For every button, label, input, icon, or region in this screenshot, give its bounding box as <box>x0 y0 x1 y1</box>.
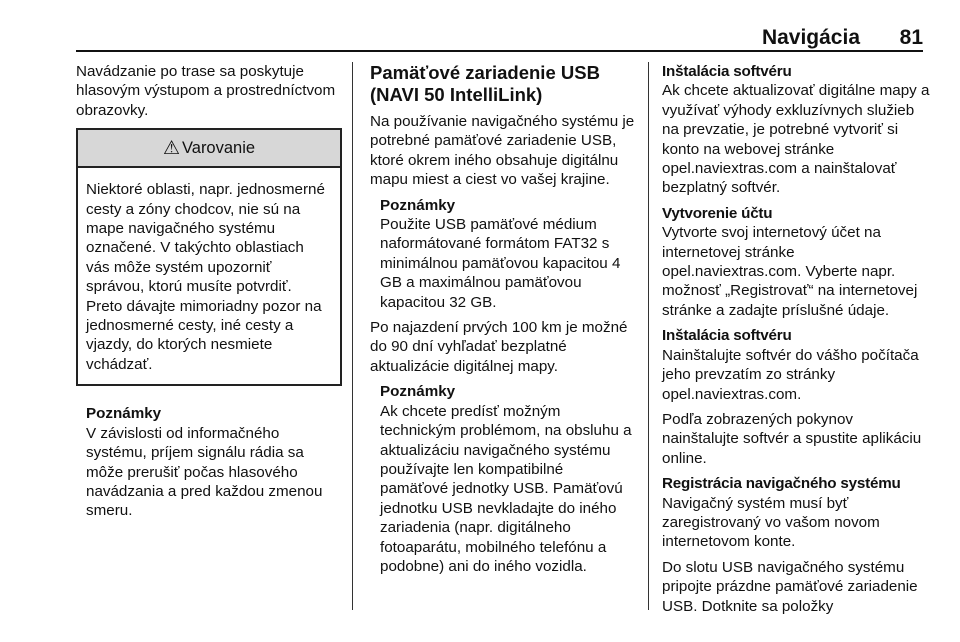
page-number: 81 <box>899 26 923 49</box>
paragraph: Navigačný systém musí byť zaregistrovaný vo vašom novom internetovom konte. <box>662 494 880 551</box>
header-divider <box>76 50 923 52</box>
subsection-title: Inštalácia softvéru <box>662 327 792 345</box>
warning-body: Niektoré oblasti, napr. jednosmerné cesty a zóny chodcov, nie sú na mape navigačného systému označené. V takýchto oblastiach vás môže systém upozorniť správou, ktorú musíte potvrdiť. Preto dávajte mimoriadny pozor na jednosmerné cesty, iné cesty a vjazdy, do ktorých nesmiete vchádzať. <box>86 181 325 373</box>
intro-paragraph: Navádzanie po trase sa poskytuje hlasovým výstupom a prostredníctvom obrazovky. <box>76 63 336 119</box>
paragraph: Podľa zobrazených pokynov nainštalujte softvér a spustite aplikáciu online. <box>662 410 922 467</box>
column-divider-right <box>648 62 649 610</box>
subsection-title: Inštalácia softvéru <box>662 63 792 80</box>
paragraph: Vytvorte svoj internetový účet na internetovej stránke opel.naviextras.com. Vyberte napr. možnosť „Registrovať“ na internetovej stránke a zadajte príslušné údaje. <box>662 224 918 319</box>
note-text: Ak chcete predísť možným technickým problémom, na obsluhu a aktualizáciu navigačného systému používajte len kompatibilné pamäťové jednotky USB. Pamäťovú jednotku USB nevkladajte do iného zariadenia (napr. digitálneho fotoaparátu, mobilného telefónu a podobne) ani do iného vozidla. <box>380 402 632 575</box>
note-box <box>380 196 635 312</box>
note-title: Poznámky <box>380 383 456 401</box>
warning-title: Varovanie <box>181 138 256 157</box>
note-text: V závislosti od informačného systému, príjem signálu rádia sa môže prerušiť počas hlasového navádzania a pred každou zmenou smeru. <box>86 424 323 520</box>
column-middle <box>370 62 635 582</box>
column-right <box>662 62 930 622</box>
paragraph: Po najazdení prvých 100 km je možné do 90 dní vyhľadať bezplatné aktualizácie digitálnej mapy. <box>370 319 628 375</box>
paragraph: Na používanie navigačného systému je potrebné pamäťové zariadenie USB, ktoré okrem iného obsahuje digitálnu mapu miest a ciest vo vašej krajine. <box>370 113 635 189</box>
warning-triangle-icon: ⚠ <box>162 137 180 159</box>
warning-header <box>78 130 340 168</box>
note-box <box>380 382 635 576</box>
note-title: Poznámky <box>86 405 162 423</box>
paragraph: Ak chcete aktualizovať digitálne mapy a využívať výhody exkluzívnych služieb na prevzatie, je potrebné vytvoriť si konto na webovej stránke opel.naviextras.com a nainštalovať bezplatný softvér. <box>662 82 930 197</box>
column-divider-left <box>352 62 353 610</box>
paragraph: Nainštalujte softvér do vášho počítača jeho prevzatím zo stránky opel.naviextras.com. <box>662 346 919 403</box>
note-text: Použite USB pamäťové médium naformátované formátom FAT32 s minimálnou pamäťovou kapacitou 4 GB a maximálnou pamäťovou kapacitou 32 GB. <box>380 216 621 311</box>
paragraph: Do slotu USB navigačného systému pripojte prázdne pamäťové zariadenie USB. Dotknite sa položky <box>662 558 918 615</box>
subsection-title: Vytvorenie účtu <box>662 204 773 222</box>
note-box <box>86 404 342 520</box>
section-heading: Pamäťové zariadenie USB (NAVI 50 IntelliLink) <box>370 62 600 105</box>
page-title: Navigácia <box>761 26 860 49</box>
subsection-title: Registrácia navigačného systému <box>662 475 901 493</box>
note-title: Poznámky <box>380 196 456 214</box>
warning-box <box>76 128 342 386</box>
page-header <box>0 0 960 52</box>
column-left <box>76 62 342 521</box>
